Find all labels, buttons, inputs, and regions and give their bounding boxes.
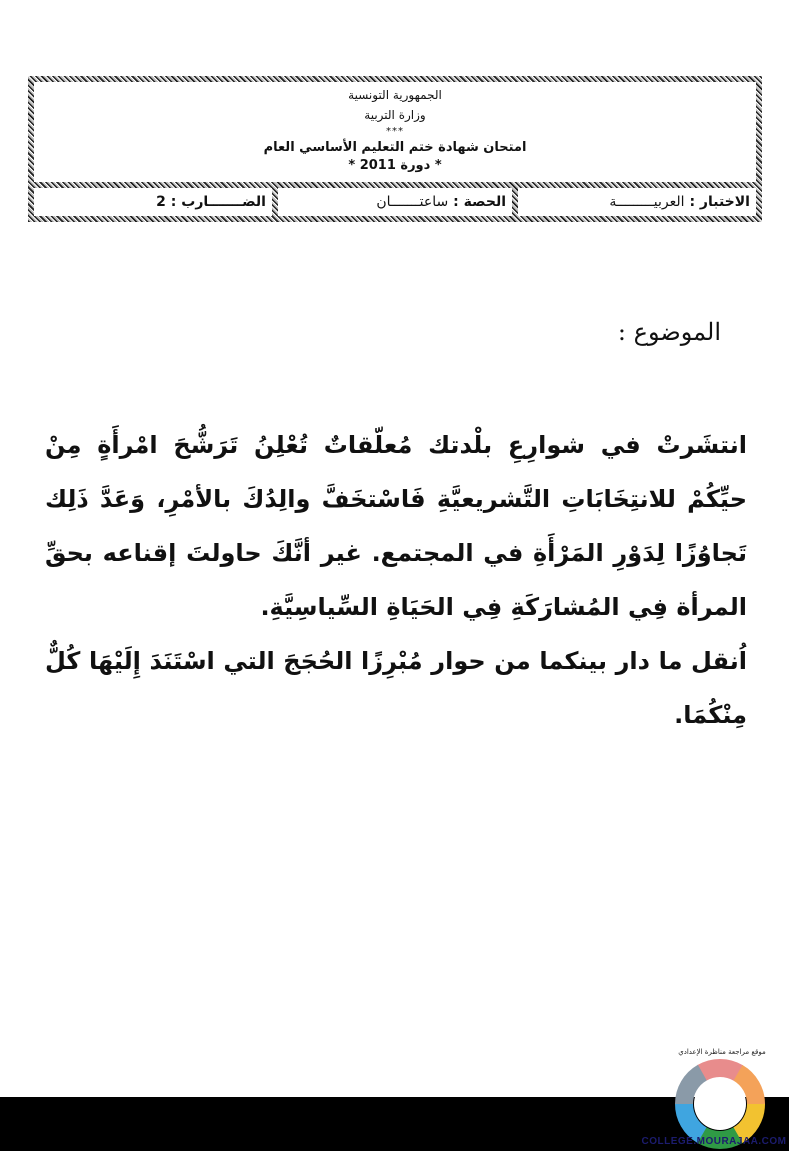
- exam-header: [28, 76, 762, 222]
- coefficient-value: 2: [156, 194, 166, 210]
- country-name: الجمهورية التونسية: [348, 88, 442, 102]
- coefficient-label: الضـــــــارب :: [170, 194, 266, 210]
- duration-value: ساعتـــــــان: [376, 194, 449, 210]
- header-title-panel: [34, 82, 756, 182]
- site-url: COLLEGE.MOURAJAA.COM: [641, 1136, 787, 1147]
- exam-title: امتحان شهادة ختم التعليم الأساسي العام: [263, 140, 527, 155]
- subject-value: العربيـــــــــة: [609, 194, 685, 210]
- stars-divider: ***: [386, 126, 404, 137]
- prompt-paragraph-task: اُنقل ما دار بينكما من حوار مُبْرِزًا الحُجَجَ التي اسْتَنَدَ إِلَيْهَا كُلٌّ مِنْكُمَا.: [45, 647, 747, 729]
- coefficient-cell: [34, 188, 272, 216]
- duration-label: الحصة :: [453, 194, 506, 210]
- subject-label: الاختبار :: [689, 194, 750, 210]
- duration-cell: [278, 188, 512, 216]
- prompt-paragraph-scenario: انتشَرتْ في شوارِعِ بلْدتك مُعلّقاتٌ تُعْلِنُ تَرَشُّحَ امْرأَةٍ مِنْ حيِّكُمْ للانتِخَابَاتِ التَّشريعيَّةِ فَاسْتخَفَّ والِدُكَ بالأمْرِ، وَعَدَّ ذَلِك تَجاوُزًا لِدَوْرِ المَرْأَةِ في المجتمع. غير أنَّكَ حاولتَ إقناعه بحقِّ المرأة فِي المُشارَكَةِ فِي الحَيَاةِ السِّياسِيَّةِ.: [45, 431, 747, 621]
- subject-heading: الموضوع :: [617, 318, 721, 346]
- ministry-name: وزارة التربية: [364, 108, 426, 122]
- logo-arc-text: موقع مراجعة مناظرة الإعدادي: [678, 1048, 766, 1056]
- subject-cell: [518, 188, 756, 216]
- exam-session: * دورة 2011 *: [348, 158, 442, 173]
- exam-prompt: [45, 418, 747, 742]
